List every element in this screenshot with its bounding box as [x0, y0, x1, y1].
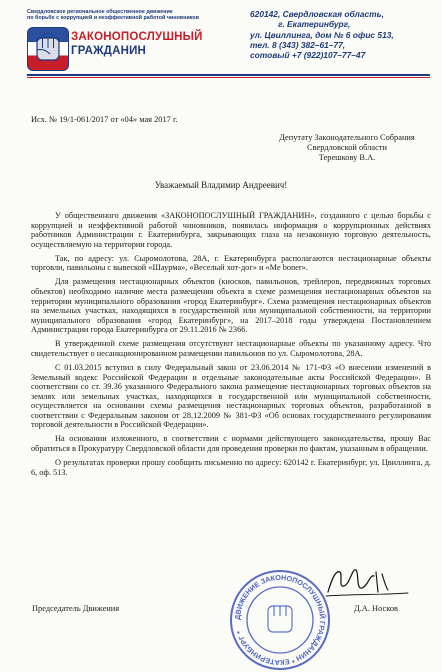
org-title-line-1: ЗАКОНОПОСЛУШНЫЙ — [71, 31, 203, 43]
org-line-2: по борьбе с коррупцией и неэффективной работой чиновников — [27, 15, 200, 22]
body-paragraph: Для размещения нестационарных объектов (киосков, павильонов, трейлеров, передвижных торговых объектов) необходимо наличие места размещения объекта в схеме размещения нестационарных объектов на территории муниципального образования «город Екатеринбург». Схема размещения нестационарных объектов на земельных участках, находящихся в государственной или муниципальной собственности, на территории муниципального образования «город Екатеринбург», на 2017–2018 годы утверждена Постановлением Администрации города Екатеринбурга от 29.11.2016 № 2366. — [31, 277, 431, 335]
body-paragraph: В утвержденной схеме размещения отсутствуют нестационарные объекты по указанному адресу. Что свидетельствует о несанкционированном размещении павильонов по ул. Сыромолотова, 28А. — [31, 339, 431, 358]
stamp-ring-text: ДВИЖЕНИЕ ЗАКОНОПОСЛУШНЫЙ ГРАЖДАНИН * ЕКАТЕРИНБУРГ * — [232, 572, 328, 668]
contact-line: сотовый +7 (922)107–77–47 — [250, 50, 366, 61]
outgoing-reference: Исх. № 19/1-061/2017 от «04» мая 2017 г. — [31, 115, 178, 124]
body-paragraph: На основании изложенного, в соответствии с нормами действующего законодательства, прошу Вас обратиться в Прокуратуру Свердловской области для проведения проверки по фактам, указанным в обращении. — [31, 434, 431, 453]
organization-stamp — [228, 568, 332, 672]
addressee-line: Терешкову В.А. — [318, 153, 376, 163]
letterhead-rule — [27, 74, 430, 76]
contact-line: тел. 8 (343) 382–61–77, — [250, 39, 346, 50]
org-line-1: Свердловское региональное общественное движение — [27, 9, 173, 15]
addressee-line: Свердловской области — [307, 143, 387, 153]
salutation: Уважаемый Владимир Андреевич! — [154, 180, 288, 190]
org-title — [71, 30, 251, 58]
contact-line: ул. Цвиллинга, дом № 6 офис 513, — [250, 29, 394, 40]
org-contacts — [250, 9, 430, 60]
org-title-line-2: ГРАЖДАНИН — [71, 45, 147, 57]
signatory-position: Председатель Движения — [32, 604, 120, 613]
org-logo — [27, 27, 69, 71]
signatory-name: Д.А. Носков — [354, 604, 398, 613]
handwritten-signature — [322, 562, 412, 602]
body-paragraph: У общественного движения «ЗАКОНОПОСЛУШНЫЙ ГРАЖДАНИН», созданного с целью борьбы с коррупцией и неэффективной работой чиновников, появилась информация о коррупционных действиях работников Администрации г. Екатеринбурга, закрывающих глаза на незаконную торговую деятельность, осуществляемую на территории города. — [31, 211, 431, 249]
body-paragraph: Так, по адресу: ул. Сыромолотова, 28А, г. Екатеринбурга располагаются нестационарные объекты торговли, павильоны с вывеской «Шаурма», «Веселый хот-дог» и «Me boner». — [31, 253, 431, 273]
addressee-line: Депутату Законодательного Собрания — [279, 133, 415, 142]
letter-body — [31, 211, 431, 482]
contact-line: 620142, Свердловская область, — [250, 9, 384, 19]
addressee-block — [262, 133, 432, 164]
body-paragraph: С 01.03.2015 вступил в силу Федеральный закон от 23.06.2014 № 171-ФЗ «О внесении изменений в Земельный кодекс Российской Федерации и отдельные законодательные акты Российской Федерации». В соответствии со ст. 39.36 указанного Федерального закона размещение нестационарных торговых объектов на землях или земельных участках, находящихся в государственной или муниципальной собственности, осуществляется на основании схемы размещения нестационарных торговых объектов, разработанной в соответствии с Федеральным законом от 28.12.2009 № 381-ФЗ «Об основах государственного регулирования торговой деятельности в Российской Федерации». — [31, 363, 431, 430]
body-paragraph: О результатах проверки прошу сообщить письменно по адресу: 620142 г. Екатеринбург, ул. Цвиллинга, д. 6, оф. 513. — [31, 458, 431, 477]
contact-line: г. Екатеринбург, — [278, 19, 351, 30]
org-description — [27, 9, 242, 22]
letterhead-rule-accent — [27, 77, 430, 78]
